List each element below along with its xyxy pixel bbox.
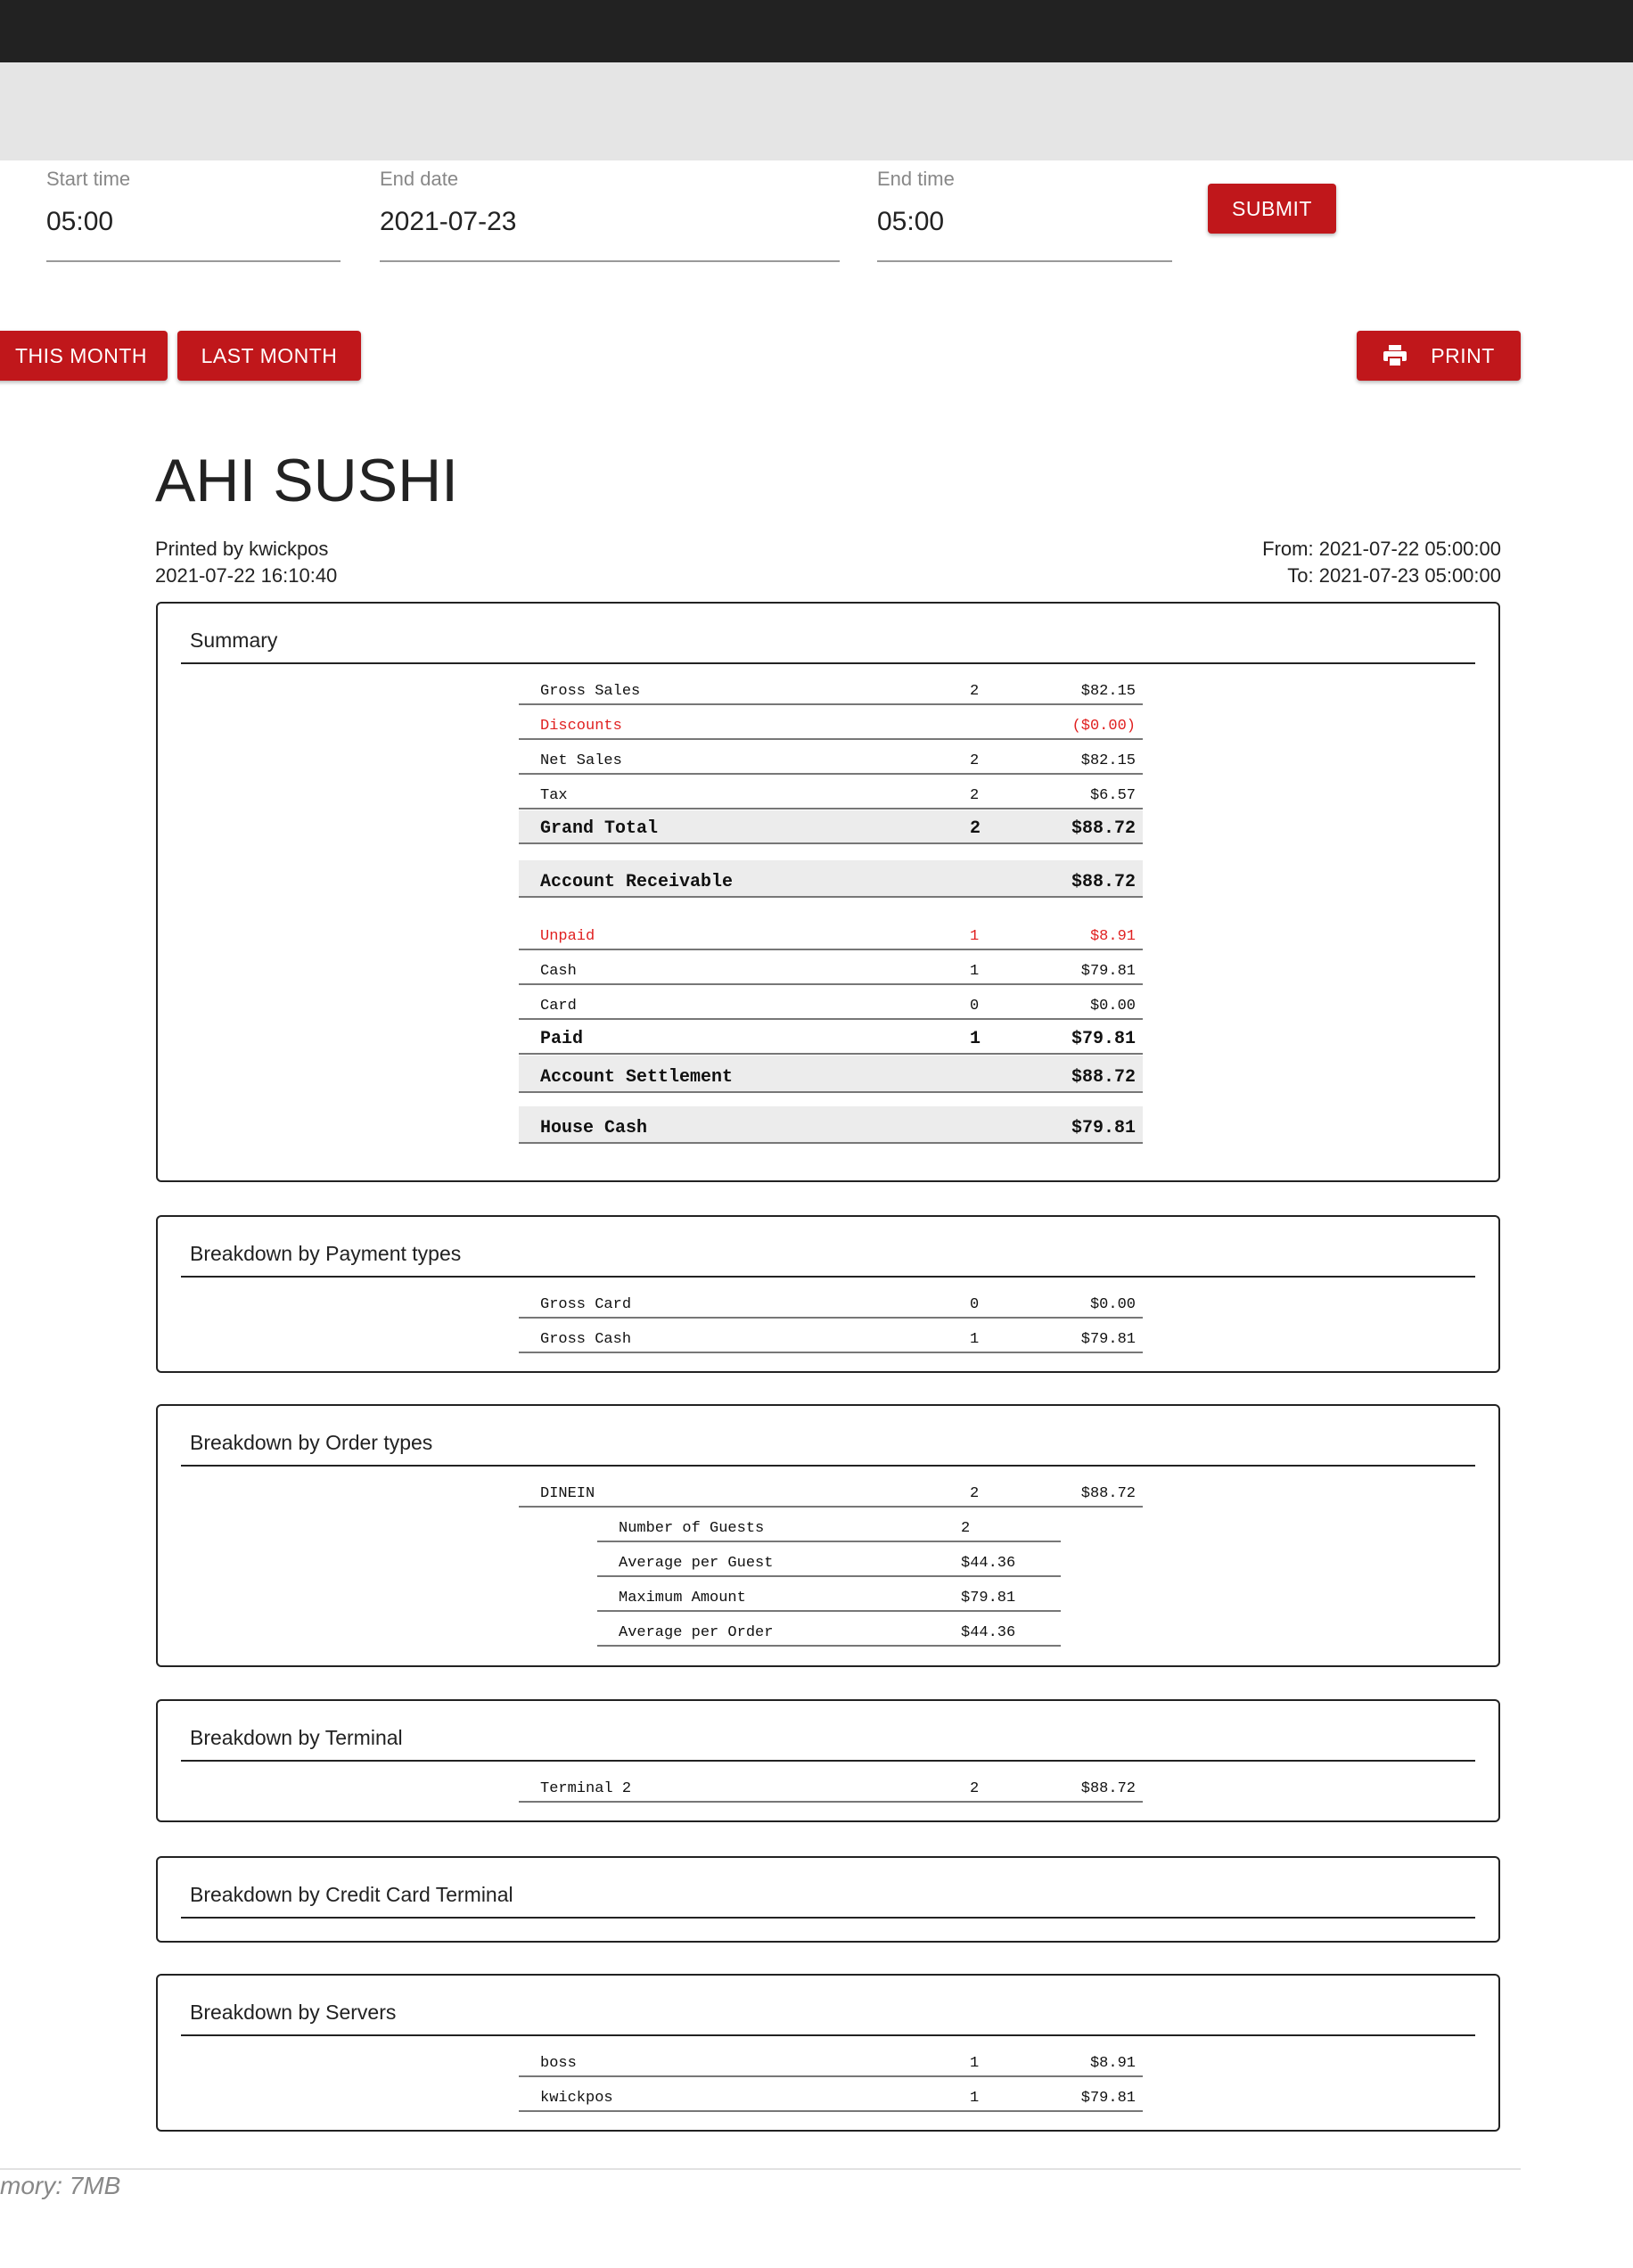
printed-at: 2021-07-22 16:10:40	[155, 564, 338, 587]
summary-row-paid	[519, 1021, 1143, 1055]
summary-row-account-settlement	[519, 1056, 1143, 1093]
row-amount: $79.81	[1080, 2090, 1136, 2107]
row-amount: $79.81	[1080, 963, 1136, 980]
row-count: 2	[970, 752, 980, 769]
row-name: Maximum Amount	[619, 1590, 746, 1606]
summary-title: Summary	[190, 629, 278, 652]
start-time-label: Start time	[46, 168, 131, 190]
row-amount: $88.72	[1080, 1780, 1136, 1797]
row-count: 1	[970, 1029, 981, 1049]
order-row-dinein	[519, 1474, 1143, 1508]
summary-row-gross-sales	[519, 671, 1143, 705]
row-name: Account Settlement	[540, 1067, 734, 1088]
summary-rule	[181, 662, 1475, 664]
printed-by: Printed by kwickpos	[155, 538, 329, 560]
row-count: 1	[970, 928, 980, 945]
server-row-kwickpos	[519, 2078, 1143, 2112]
end-time-field[interactable]	[877, 160, 1172, 262]
row-value: $44.36	[961, 1624, 1016, 1641]
row-amount: $82.15	[1080, 683, 1136, 700]
row-value: 2	[961, 1520, 971, 1537]
last-month-button[interactable]: LAST MONTH	[177, 331, 361, 381]
terminal-row	[519, 1769, 1143, 1803]
summary-row-house-cash	[519, 1106, 1143, 1144]
row-amount: $79.81	[1071, 1118, 1136, 1138]
summary-row-unpaid	[519, 916, 1143, 950]
row-count: 2	[970, 787, 980, 804]
terminal-rule	[181, 1760, 1475, 1762]
summary-row-net-sales	[519, 741, 1143, 775]
row-count: 1	[970, 963, 980, 980]
top-bar	[0, 0, 1633, 62]
end-time-value[interactable]: 05:00	[877, 207, 945, 236]
row-name: House Cash	[540, 1118, 648, 1138]
row-name: Grand Total	[540, 818, 659, 839]
cc-terminal-rule	[181, 1917, 1475, 1919]
servers-rule	[181, 2034, 1475, 2036]
summary-row-grand-total	[519, 810, 1143, 844]
memory-usage: mory: 7MB	[0, 2172, 121, 2199]
end-date-label: End date	[380, 168, 459, 190]
row-name: Unpaid	[540, 928, 595, 945]
row-amount: $88.72	[1071, 818, 1136, 839]
row-name: Card	[540, 998, 577, 1015]
date-range	[1262, 536, 1501, 589]
row-count: 0	[970, 998, 980, 1015]
row-name: boss	[540, 2055, 577, 2072]
row-name: Number of Guests	[619, 1520, 765, 1537]
order-detail-max-amount	[597, 1578, 1061, 1612]
payment-row-gross-card	[519, 1285, 1143, 1319]
start-time-field[interactable]	[46, 160, 341, 262]
row-amount: $88.72	[1080, 1485, 1136, 1502]
row-count: 2	[970, 1780, 980, 1797]
printed-info	[155, 536, 337, 589]
summary-row-discounts	[519, 706, 1143, 740]
payment-row-gross-cash	[519, 1319, 1143, 1353]
toolbar-band	[0, 62, 1633, 160]
row-name: Gross Cash	[540, 1331, 632, 1348]
print-button[interactable]	[1357, 331, 1521, 381]
order-detail-avg-order	[597, 1613, 1061, 1647]
row-name: DINEIN	[540, 1485, 595, 1502]
row-name: Account Receivable	[540, 872, 734, 892]
cc-terminal-section	[156, 1856, 1500, 1943]
row-amount: $79.81	[1080, 1331, 1136, 1348]
row-count: 0	[970, 1296, 980, 1313]
row-amount: $0.00	[1089, 998, 1136, 1015]
row-name: Cash	[540, 963, 577, 980]
row-name: Gross Card	[540, 1296, 632, 1313]
order-types-rule	[181, 1465, 1475, 1467]
end-date-value[interactable]: 2021-07-23	[380, 207, 517, 236]
row-value: $44.36	[961, 1555, 1016, 1572]
cc-terminal-title: Breakdown by Credit Card Terminal	[190, 1883, 513, 1906]
range-from: From: 2021-07-22 05:00:00	[1262, 538, 1501, 560]
end-date-field[interactable]	[380, 160, 840, 262]
payment-types-rule	[181, 1276, 1475, 1278]
row-amount: $82.15	[1080, 752, 1136, 769]
row-count: 2	[970, 683, 980, 700]
row-name: Average per Order	[619, 1624, 774, 1641]
row-amount: $79.81	[1071, 1029, 1136, 1049]
server-row-boss	[519, 2043, 1143, 2077]
this-month-button[interactable]: THIS MONTH	[0, 331, 168, 381]
row-value: $79.81	[961, 1590, 1016, 1606]
order-detail-guests	[597, 1508, 1061, 1542]
row-name: Paid	[540, 1029, 584, 1049]
order-types-title: Breakdown by Order types	[190, 1431, 433, 1454]
row-amount: $6.57	[1089, 787, 1136, 804]
footer-divider	[0, 2168, 1521, 2170]
row-name: Net Sales	[540, 752, 622, 769]
servers-title: Breakdown by Servers	[190, 2001, 397, 2024]
end-time-label: End time	[877, 168, 955, 190]
summary-row-card	[519, 986, 1143, 1020]
payment-types-section	[156, 1215, 1500, 1373]
row-count: 2	[970, 1485, 980, 1502]
submit-button[interactable]: SUBMIT	[1208, 184, 1336, 234]
start-time-value[interactable]: 05:00	[46, 207, 114, 236]
row-amount: $88.72	[1071, 872, 1136, 892]
row-name: kwickpos	[540, 2090, 613, 2107]
row-amount: $8.91	[1089, 2055, 1136, 2072]
row-name: Discounts	[540, 718, 622, 735]
row-amount: $8.91	[1089, 928, 1136, 945]
row-count: 1	[970, 2055, 980, 2072]
order-detail-avg-guest	[597, 1543, 1061, 1577]
order-types-section	[156, 1404, 1500, 1667]
row-count: 1	[970, 2090, 980, 2107]
row-name: Tax	[540, 787, 568, 804]
terminal-section	[156, 1699, 1500, 1822]
row-name: Gross Sales	[540, 683, 641, 700]
summary-row-tax	[519, 776, 1143, 809]
servers-section	[156, 1974, 1500, 2132]
printer-icon	[1383, 344, 1407, 367]
summary-row-account-receivable	[519, 860, 1143, 898]
restaurant-name: AHI SUSHI	[155, 447, 459, 514]
row-name: Terminal 2	[540, 1780, 632, 1797]
print-label[interactable]: PRINT	[1431, 343, 1495, 367]
summary-row-cash	[519, 951, 1143, 985]
row-count: 1	[970, 1331, 980, 1348]
row-amount: $0.00	[1089, 1296, 1136, 1313]
row-name: Average per Guest	[619, 1555, 774, 1572]
row-amount: ($0.00)	[1071, 718, 1136, 735]
row-count: 2	[970, 818, 981, 839]
row-amount: $88.72	[1071, 1067, 1136, 1088]
payment-types-title: Breakdown by Payment types	[190, 1242, 462, 1265]
summary-section	[156, 602, 1500, 1182]
range-to: To: 2021-07-23 05:00:00	[1287, 564, 1501, 587]
terminal-title: Breakdown by Terminal	[190, 1726, 403, 1749]
